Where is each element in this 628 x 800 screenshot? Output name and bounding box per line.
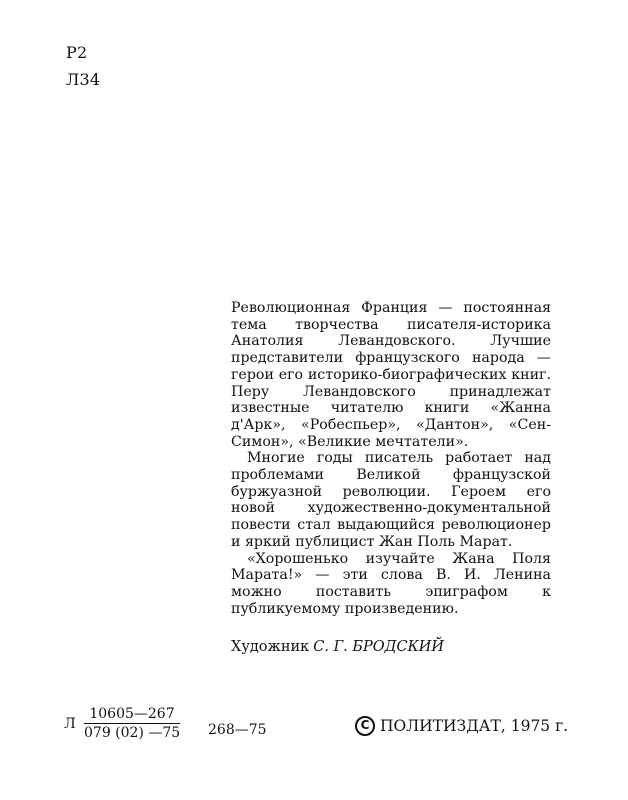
- artist-label: Художник: [231, 639, 310, 655]
- index-fraction: [84, 706, 267, 742]
- copyright-icon: C: [355, 716, 375, 736]
- index-suffix: 268—75: [208, 722, 267, 738]
- index-letter: Л: [64, 716, 76, 732]
- copyright-line: [355, 716, 568, 736]
- artist-name: С. Г. БРОДСКИЙ: [313, 639, 445, 655]
- book-annotation: [231, 300, 551, 617]
- artist-credit: [231, 638, 444, 656]
- index-denominator: 079 (02) —75: [84, 725, 181, 741]
- index-numerator: 10605—267: [89, 706, 175, 722]
- author-mark: Л34: [66, 70, 101, 89]
- annotation-paragraph-3: «Хорошенько изучайте Жана Поля Марата!» — эти слова В. И. Ленина можно поставить эпиграфом к публикуемому произведению.: [231, 550, 551, 617]
- annotation-paragraph-1: Революционная Франция — постоянная тема творчества писателя-историка Анатолия Левандовского. Лучшие представители французского народа — герои его историко-биографических книг. Перу Левандовского принадлежат известные читателю книги «Жанна д'Арк», «Робеспьер», «Дантон», «Сен-Симон», «Великие мечтатели».: [231, 300, 551, 450]
- annotation-paragraph-2: Многие годы писатель работает над проблемами Великой французской буржуазной революции. Героем его новой художественно-документальной повести стал выдающийся революционер и яркий публицист Жан Поль Марат.: [231, 450, 551, 550]
- publication-index: [64, 706, 267, 754]
- bbk-classification: Р2: [66, 43, 88, 62]
- fraction-bar: [84, 723, 180, 724]
- publisher-text: ПОЛИТИЗДАТ, 1975 г.: [380, 717, 569, 735]
